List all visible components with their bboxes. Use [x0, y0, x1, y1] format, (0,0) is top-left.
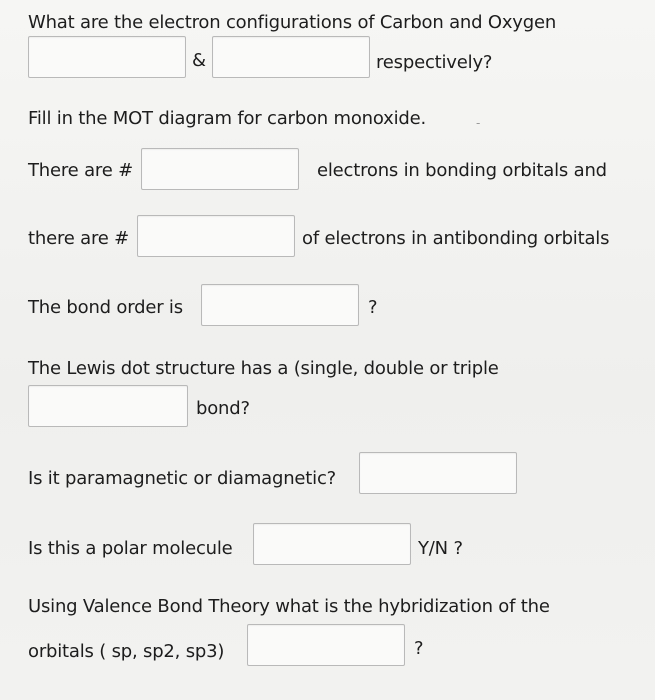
- q1-suffix: respectively?: [376, 52, 493, 73]
- antibonding-prefix: there are #: [28, 228, 130, 249]
- polar-molecule-input[interactable]: [253, 523, 411, 565]
- bonding-suffix: electrons in bonding orbitals and: [317, 160, 607, 181]
- lewis-question: The Lewis dot structure has a (single, double or triple: [28, 358, 499, 379]
- polar-prefix: Is this a polar molecule: [28, 538, 233, 559]
- mot-instruction: Fill in the MOT diagram for carbon monoxide.: [28, 108, 427, 129]
- polar-suffix: Y/N ?: [418, 538, 463, 559]
- hybridization-prefix: orbitals ( sp, sp2, sp3): [28, 641, 225, 662]
- q1-question: What are the electron configurations of Carbon and Oxygen: [28, 12, 557, 33]
- lewis-bond-input[interactable]: [28, 385, 188, 427]
- oxygen-configuration-input[interactable]: [212, 36, 370, 78]
- hybridization-suffix: ?: [414, 638, 424, 659]
- magnetism-input[interactable]: [359, 452, 517, 494]
- magnetism-question: Is it paramagnetic or diamagnetic?: [28, 468, 336, 489]
- carbon-configuration-input[interactable]: [28, 36, 186, 78]
- bond-order-suffix: ?: [368, 297, 378, 318]
- mot-decoration: -: [476, 116, 481, 130]
- bonding-electrons-input[interactable]: [141, 148, 299, 190]
- hybridization-question: Using Valence Bond Theory what is the hybridization of the: [28, 596, 550, 617]
- bond-order-prefix: The bond order is: [28, 297, 183, 318]
- hybridization-input[interactable]: [247, 624, 405, 666]
- bonding-prefix: There are #: [28, 160, 133, 181]
- bond-order-input[interactable]: [201, 284, 359, 326]
- antibonding-suffix: of electrons in antibonding orbitals: [302, 228, 610, 249]
- lewis-suffix: bond?: [196, 398, 250, 419]
- q1-separator: &: [192, 50, 206, 71]
- antibonding-electrons-input[interactable]: [137, 215, 295, 257]
